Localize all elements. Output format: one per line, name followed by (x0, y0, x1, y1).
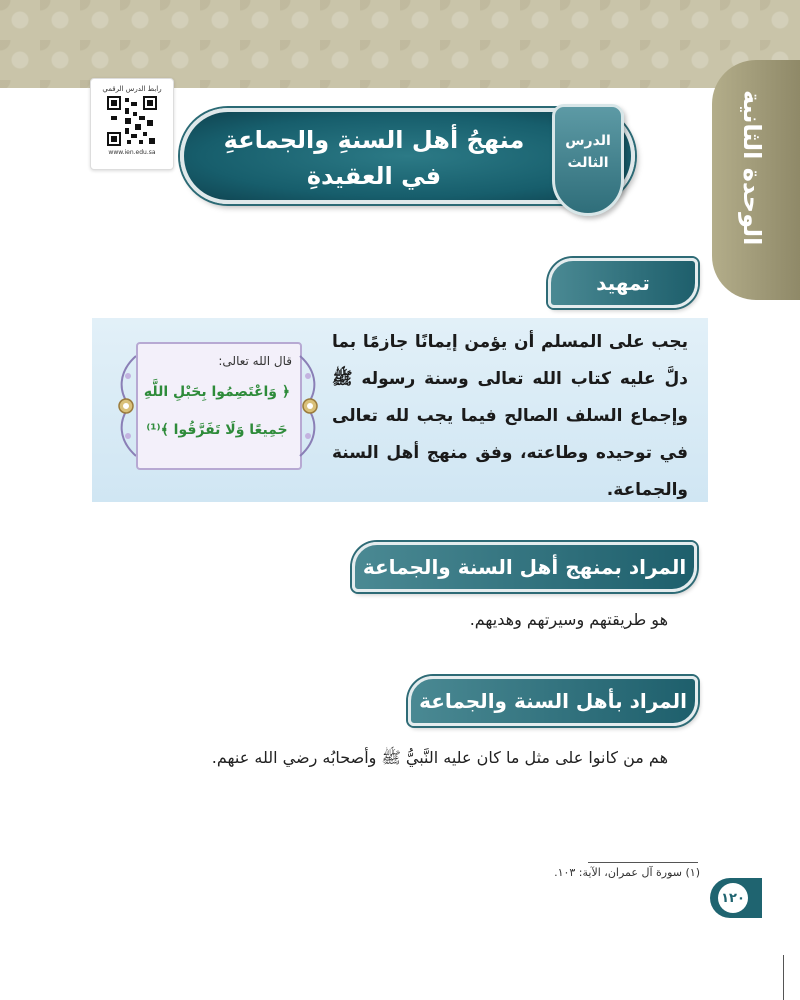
qr-card[interactable] (90, 78, 174, 170)
people-definition: هم من كانوا على مثل ما كان عليه النَّبيُّ ﷺ وأصحابُه رضي الله عنهم. (211, 748, 668, 767)
verse-line2: جَمِيعًا وَلَا تَفَرَّقُوا ﴾⁽¹⁾ (146, 422, 288, 438)
section-header-intro: تمهيد (548, 258, 698, 308)
lesson-badge (552, 104, 624, 216)
lesson-title-line1: منهجُ أهل السنةِ والجماعةِ (223, 126, 525, 154)
lesson-badge-line1: الدرس (565, 133, 611, 149)
section-header-method: المراد بمنهج أهل السنة والجماعة (352, 542, 697, 592)
qr-caption: رابط الدرس الرقمي (102, 85, 162, 93)
top-decorative-band (0, 0, 800, 88)
ornament-right-icon (298, 352, 328, 460)
footnote: (١) سورة آل عمران، الآية: ١٠٣. (554, 866, 700, 879)
qr-code-icon (107, 96, 157, 146)
verse-intro: قال الله تعالى: (218, 354, 292, 368)
intro-text: يجب على المسلم أن يؤمن إيمانًا جازمًا بما دلَّ عليه كتاب الله تعالى وسنة رسوله ﷺ وإجماع السلف الصالح فيما يجب لله تعالى في توحيده وطاعته، وفق منهج أهل السنة والجماعة. (332, 332, 688, 500)
verse-frame (136, 342, 302, 470)
page-number: ١٢٠ (718, 883, 748, 913)
lesson-title-line2: في العقيدةِ (306, 162, 442, 190)
section-header-people: المراد بأهل السنة والجماعة (408, 676, 698, 726)
verse-box (108, 342, 326, 470)
footnote-rule (588, 862, 698, 863)
qr-url: www.ien.edu.sa (108, 149, 156, 156)
lesson-badge-line2: الثالث (567, 155, 609, 171)
unit-label: الوحدة الثانية (738, 90, 766, 246)
method-definition: هو طريقتهم وسيرتهم وهديهم. (469, 610, 668, 629)
ornament-left-icon (108, 352, 138, 460)
verse-line1: ﴿ وَاعْتَصِمُوا بِحَبْلِ اللَّهِ (143, 384, 291, 400)
margin-rule (783, 955, 784, 1000)
